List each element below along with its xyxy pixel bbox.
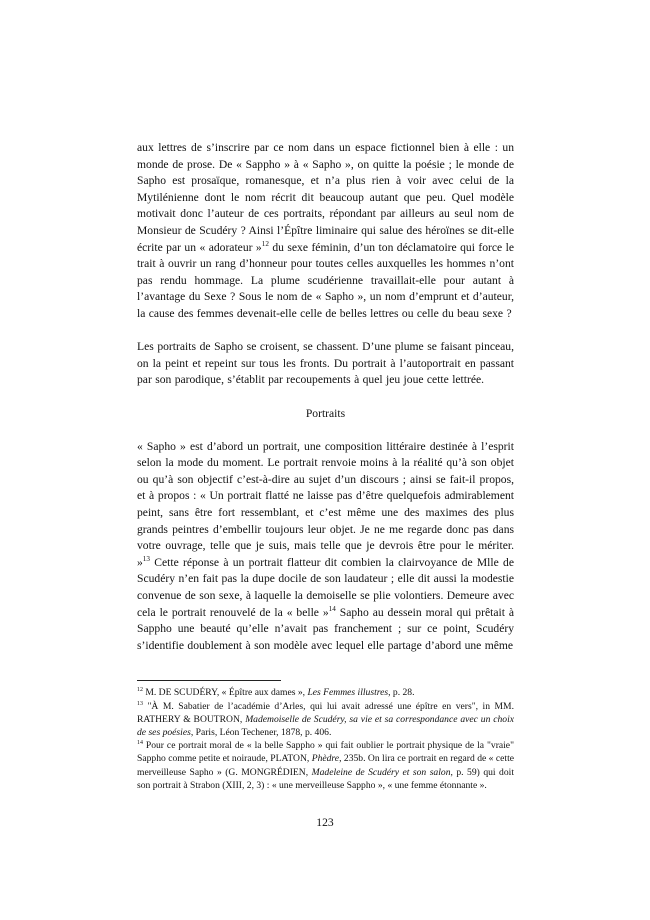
footnote-text: M. DE SCUDÉRY, « Épître aux dames », — [142, 687, 308, 699]
page-number: 123 — [316, 816, 334, 829]
footnote-number: 12 — [137, 687, 143, 694]
paragraph-3 — [137, 439, 514, 655]
body-text: Cette réponse à un portrait flatteur dit combien la clairvoyance de Mlle de Scudéry n’en fait pas la dupe docile de son laudateur ; elle dit aussi la modestie convenue de son sexe, à laquelle la demoiselle se plie volontiers. Demeure avec cela le portrait renouvelé de la « belle » — [137, 555, 514, 619]
footnote-text: , Paris, Léon Techener, 1878, p. 406. — [190, 727, 332, 739]
footnote-ref-12: 12 — [261, 239, 269, 248]
footnote-title-italic: Mademoiselle de Scudéry, sa vie et sa correspondance avec un choix de ses poésies — [137, 713, 515, 739]
footnotes-block — [137, 686, 514, 792]
footnote-title-italic: Phèdre — [311, 753, 340, 765]
footnote-title-italic: Les Femmes illustres — [307, 687, 389, 699]
footnote-number: 14 — [137, 740, 143, 747]
body-text: « Sapho » est d’abord un portrait, une composition littéraire destinée à l’esprit selon la mode du moment. Le portrait renvoie moins à la réalité qu’à son objet ou qu’à son objectif c’est-à-dire au sujet d’un discours ; ainsi se fait-il propos, et à propos : « Un portrait flatté ne laisse pas d’être quelquefois admirablement peint, sans être fort ressemblant, et c’est même une des maximes des plus grands peintres d’embellir toujours leur objet. Je ne me regarde donc pas dans votre ouvrage, telle que je suis, mais telle que je devrois être pour le mériter. » — [137, 439, 514, 569]
body-text: Sapho au dessein moral qui prêtait à Sappho une beauté qu’elle n’avait pas franchement ; sur ce point, Scudéry s’identifie doublement à son modèle avec lequel elle partage d’abord une même — [137, 605, 514, 652]
body-text: du sexe féminin, d’un ton déclamatoire qui force le trait à ouvrir un rang d’honneur pour toutes celles auxquelles les hommes n’ont pas rendu hommage. La plume scudérienne travaillait-elle pour autant à l’avantage du Sexe ? Sous le nom de « Sapho », un nom d’emprunt et d’auteur, la cause des femmes devenait-elle celle de belles lettres ou celle du beau sexe ? — [137, 240, 514, 320]
footnote-text: , 235b. On lira ce portrait en regard de « cette merveilleuse Sapho » (G. MONGRÉDIEN, — [137, 753, 514, 778]
footnote-13 — [137, 700, 514, 740]
footnote-text: "À M. Sabatier de l’académie d’Arles, qui lui avait adressé une épître en vers", in MM. RATHERY & BOUTRON, — [137, 700, 514, 725]
footnote-text: Pour ce portrait moral de « la belle Sappho » qui fait oublier le portrait physique de la "vraie" Sappho comme petite et noiraude, PLATON, — [137, 740, 514, 765]
body-text: aux lettres de s’inscrire par ce nom dans un espace fictionnel bien à elle : un monde de prose. De « Sappho » à « Sapho », on quitte la poésie ; le monde de Sapho est prosaïque, romanesque, et n’a plus rien à voir avec celui de la Mytilénienne dont le nom récrit dit beaucoup autant que peu. Quel modèle motivait donc l’auteur de ces portraits, répondant par ailleurs au seul nom de Monsieur de Scudéry ? Ainsi l’Épître liminaire qui salue des héroïnes se dit-elle écrite par un « adorateur » — [137, 141, 514, 254]
paragraph-2: Les portraits de Sapho se croisent, se chassent. D’une plume se faisant pinceau, on la peint et repeint sur tous les fronts. Du portrait à l’autoportrait en passant par son parodique, s’établit par recoupements à quel jeu joue cette lettrée. — [137, 340, 514, 387]
footnote-text: , p. 59) qui doit son portrait à Strabon (XIII, 2, 3) : « une merveilleuse Sappho », « une femme étonnante ». — [137, 766, 514, 791]
footnote-ref-13: 13 — [142, 554, 150, 563]
footnote-title-italic: Madeleine de Scudéry et son salon — [311, 766, 451, 778]
footnote-12 — [137, 686, 514, 699]
footnote-separator — [137, 680, 281, 681]
section-heading-portraits: Portraits — [305, 406, 346, 420]
footnote-text: , p. 28. — [388, 687, 415, 699]
footnote-ref-14: 14 — [328, 604, 336, 613]
footnote-number: 13 — [137, 700, 143, 707]
footnote-14 — [137, 739, 514, 792]
paragraph-1 — [137, 140, 514, 323]
